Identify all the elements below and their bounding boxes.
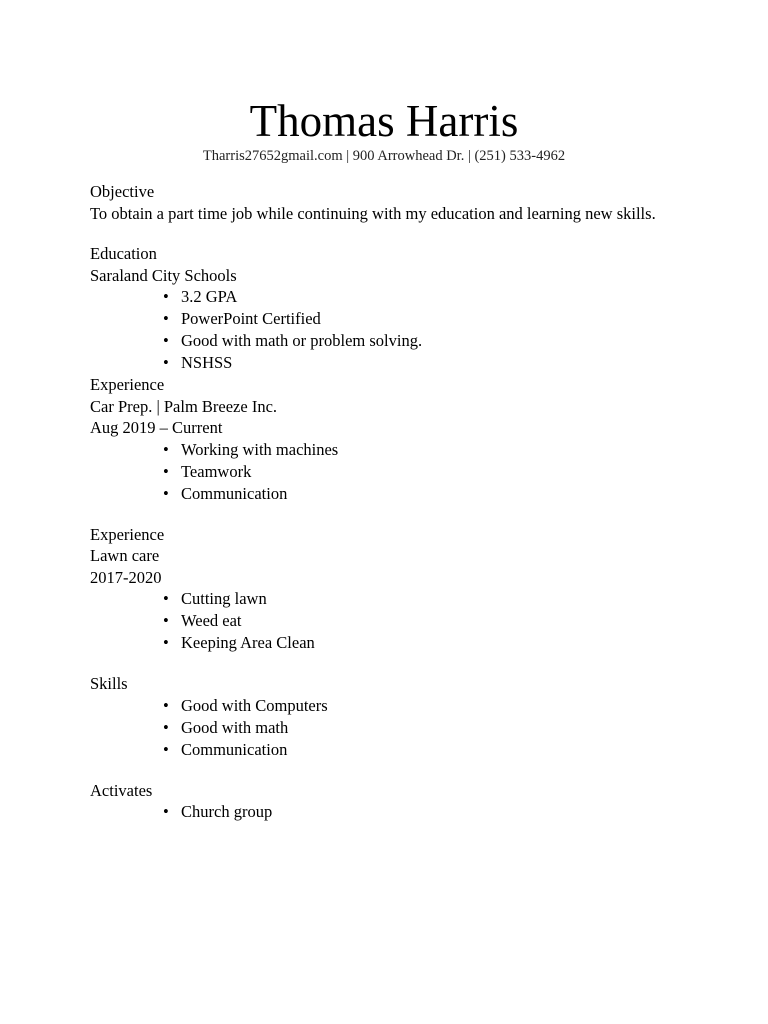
education-list <box>90 286 690 374</box>
list-item: • NSHSS <box>90 352 690 374</box>
resume-body <box>90 181 690 823</box>
list-item: • 3.2 GPA <box>90 286 690 308</box>
skills-list <box>90 695 690 761</box>
resume-name: Thomas Harris <box>249 96 519 146</box>
list-item: • PowerPoint Certified <box>90 308 690 330</box>
experience-role: Lawn care <box>90 546 160 565</box>
activities-list <box>90 801 690 823</box>
education-school: Saraland City Schools <box>90 265 237 285</box>
list-item: • Communication <box>90 739 690 761</box>
experience-heading: Experience <box>90 524 165 544</box>
list-item: • Weed eat <box>90 610 690 632</box>
activities-heading: Activates <box>90 780 153 800</box>
experience-list <box>90 588 690 654</box>
objective-heading: Objective <box>90 182 155 201</box>
experience-role: Car Prep. | Palm Breeze Inc. <box>90 396 278 416</box>
list-item: • Teamwork <box>90 461 690 483</box>
list-item: • Church group <box>90 801 690 823</box>
objective-text: To obtain a part time job while continuing with my education and learning new skills. <box>90 203 656 223</box>
list-item: • Communication <box>90 483 690 505</box>
education-heading: Education <box>90 244 157 263</box>
list-item: • Good with Computers <box>90 695 690 717</box>
experience-heading: Experience <box>90 375 165 394</box>
experience-dates: 2017-2020 <box>90 567 162 587</box>
list-item: • Keeping Area Clean <box>90 632 690 654</box>
experience-dates: Aug 2019 – Current <box>90 418 223 437</box>
list-item: • Good with math or problem solving. <box>90 330 690 352</box>
contact-line: Tharris27652gmail.com | 900 Arrowhead Dr. | (251) 533-4962 <box>202 148 566 164</box>
skills-heading: Skills <box>90 674 128 693</box>
list-item: • Cutting lawn <box>90 588 690 610</box>
list-item: • Good with math <box>90 717 690 739</box>
list-item: • Working with machines <box>90 439 690 461</box>
experience-list <box>90 439 690 505</box>
